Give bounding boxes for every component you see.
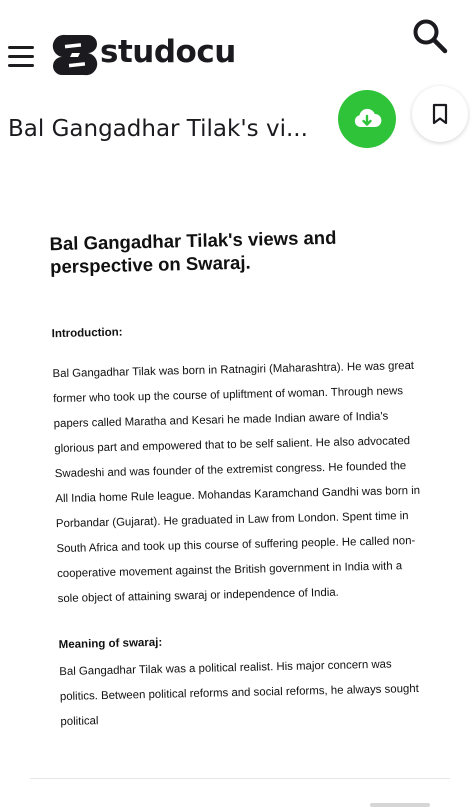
logo-text: studocu: [100, 34, 236, 70]
bookmark-icon: [428, 102, 452, 126]
download-button[interactable]: [338, 90, 396, 148]
studocu-logo[interactable]: [52, 30, 236, 80]
page-divider: [30, 778, 450, 779]
introduction-paragraph: Bal Gangadhar Tilak was born in Ratnagiri (Maharashtra). He was great former who took up the course of upliftment of woman. Through news papers called Maratha and Kesari he made Indian aware of India's glorious part and empowered that to be self salient. He also advocated Swadeshi and was founder of the extremist congress. He founded the All India home Rule league. Mohandas Karamchand Gandhi was born in Porbandar (Gujarat). He graduated in Law from London. Spent time in South Africa and took up this course of suffering people. He called non-cooperative movement against the British government in India with a sole object of attaining swaraj or independence of India.: [52, 359, 421, 606]
cloud-download-icon: [351, 103, 383, 135]
introduction-label: Introduction:: [51, 326, 123, 341]
meaning-of-swaraj-label: Meaning of swaraj:: [58, 636, 163, 652]
bookmark-button[interactable]: [412, 86, 468, 142]
document-title: Bal Gangadhar Tilak's vi...: [8, 116, 308, 142]
meaning-paragraph: Bal Gangadhar Tilak was a political realist. His major concern was politics. Between political reforms and social reforms, he always sought political: [59, 658, 419, 729]
scroll-handle[interactable]: [370, 803, 430, 807]
hamburger-menu-icon[interactable]: [8, 46, 34, 68]
studocu-logo-mark: [52, 31, 98, 79]
document-title-row: [0, 95, 474, 165]
search-icon[interactable]: [410, 16, 450, 56]
page-heading: Bal Gangadhar Tilak's views and perspective on Swaraj.: [49, 226, 337, 278]
top-bar: [0, 0, 474, 100]
document-page: [15, 171, 459, 786]
